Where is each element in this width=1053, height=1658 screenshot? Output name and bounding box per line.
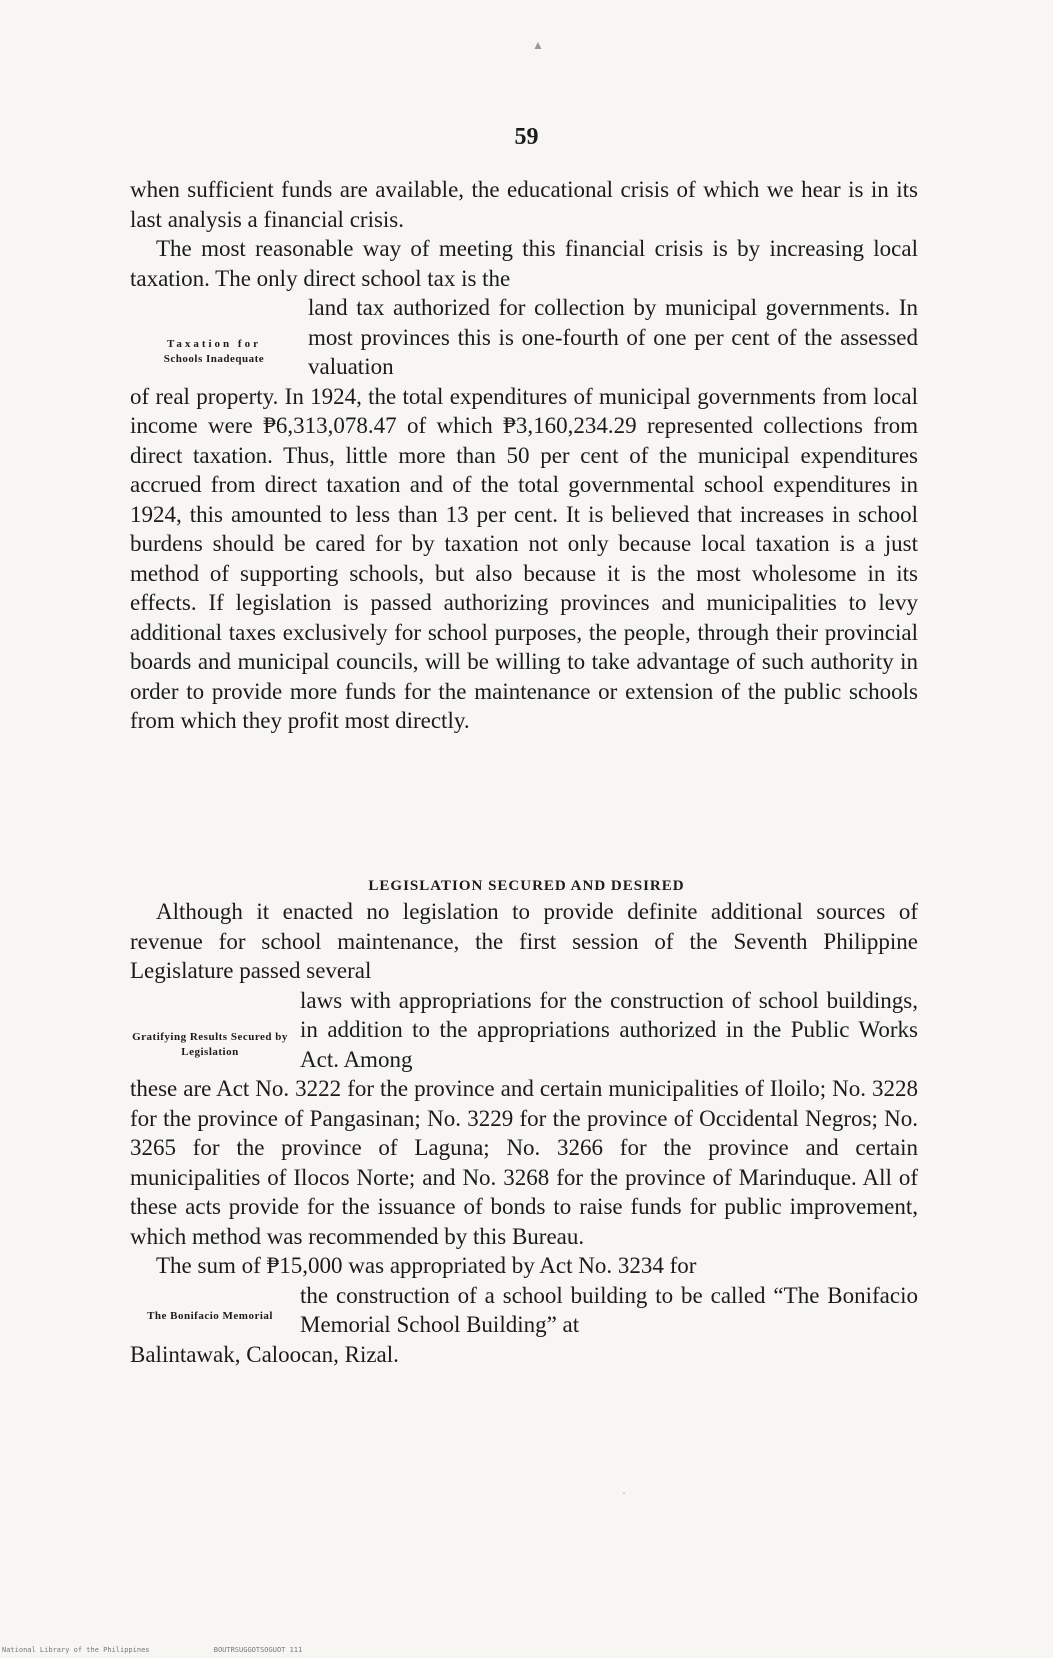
paragraph-2-end: of real property. In 1924, the total expenditures of municipal governments from local income were ₱6,313,078.47 of which ₱3,160,234.29 represented collections from direct taxation. Thus, little more than 50 per cent of the municipal expenditures accrued from direct taxation and of the total governmental school expenditures in 1924, this amounted to less than 13 per cent. It is believed that increases in school burdens should be cared for by taxation not only because local taxation is a just method of supporting schools, but also because it is the most wholesome in its effects. If legislation is passed authorizing provinces and municipalities to levy additional taxes exclusively for school purposes, the people, through their provincial boards and municipal councils, will be willing to take advantage of such authority in order to provide more funds for the maintenance or extension of the public schools from which they profit most directly.	[130, 383, 918, 733]
text-column-top	[130, 175, 918, 736]
paragraph-3-middle: laws with appropriations for the construction of school buildings, in addition to the appropriations authorized in the Public Works Act. Among	[300, 987, 918, 1072]
footer-scan-code: BOUTRSUGGOTSOGUOT 111	[213, 1646, 303, 1654]
margin-note-taxation-line2: Schools Inadequate	[163, 353, 265, 365]
footer-library-credit: National Library of the Philippines	[2, 1646, 150, 1654]
scan-speck-icon: ▲	[532, 38, 544, 52]
margin-note-gratifying-results: Gratifying Results Secured by Legislation	[132, 1030, 288, 1058]
scan-footer	[2, 1646, 362, 1654]
paragraph-4-middle: the construction of a school building to be called “The Bonifacio Memorial School Building” at	[300, 1282, 918, 1337]
section-heading: LEGISLATION SECURED AND DESIRED	[368, 878, 685, 894]
margin-note-taxation	[130, 337, 298, 367]
paragraph-3-end: these are Act No. 3222 for the province and certain municipalities of Iloilo; No. 3228 for the province of Pangasinan; No. 3229 for the province of Occidental Negros; No. 3265 for the province of Laguna; No. 3266 for the province and certain municipalities of Ilocos Norte; and No. 3268 for the province of Marinduque. All of these acts provide for the issuance of bonds to raise funds for public improvement, which method was recommended by this Bureau.	[130, 1076, 918, 1249]
paragraph-1: when sufficient funds are available, the educational crisis of which we hear is in its last analysis a financial crisis.	[130, 177, 918, 232]
paragraph-2-start: The most reasonable way of meeting this financial crisis is by increasing local taxation. The only direct school tax is the	[130, 236, 918, 291]
text-column-bottom	[130, 897, 918, 1369]
page-number: 59	[514, 124, 539, 150]
paragraph-4-start: The sum of ₱15,000 was appropriated by Act No. 3234 for	[156, 1253, 697, 1278]
paragraph-3-start: Although it enacted no legislation to provide definite additional sources of revenue for school maintenance, the first session of the Seventh Philippine Legislature passed several	[130, 899, 918, 983]
margin-note-taxation-line1: Taxation for	[167, 338, 261, 350]
paragraph-4-end: Balintawak, Caloocan, Rizal.	[130, 1341, 399, 1367]
margin-note-bonifacio: The Bonifacio Memorial	[147, 1309, 273, 1322]
paragraph-2-middle: land tax authorized for collection by municipal governments. In most provinces this is one-fourth of one per cent of the assessed valuation	[308, 295, 918, 379]
scan-speck-icon: ·	[622, 1486, 626, 1500]
